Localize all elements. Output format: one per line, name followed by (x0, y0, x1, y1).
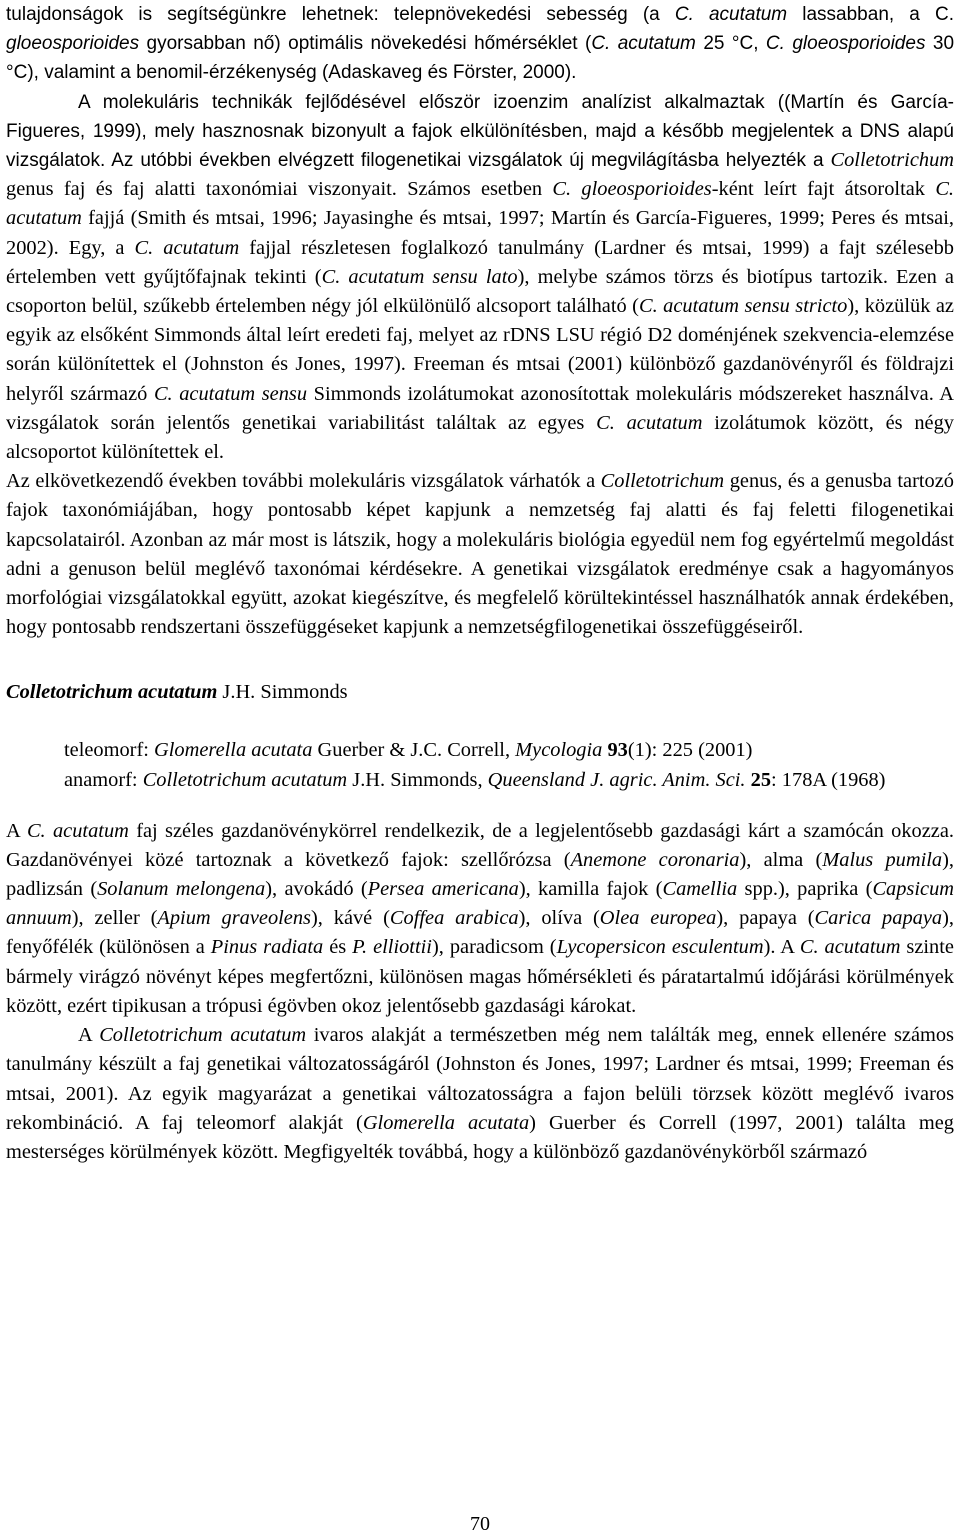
text: genus, és a genusba tartozó fajok taxonómiájában, hogy pontosabb képet kapjunk a nemzetség faj alatti és faj feletti filogenetikai kapcsolatairól. Azonban az már most is látszik, hogy a molekuláris biológia egyedül nem fog egyértelmű megoldást adni a genuson belül meglévő taxonómai kérdésekre. A genetikai vizsgálatok eredménye csak a hagyományos morfológiai vizsgálatokkal együtt, azokat kiegészítve, és megfelelő körültekintéssel használhatók annak érdekében, hogy pontosabb rendszertani összefüggéseket kapjunk a nemzetségfilogenetikai összefüggéseiről. (6, 470, 954, 639)
genus-name: Colletotrichum (830, 149, 954, 172)
text: A (6, 819, 27, 842)
text: Simmonds izolátumokat azonosítottak molekuláris módszereket használva. A vizsgálatok során jelentős genetikai variabilitást találtak az egyes (6, 382, 955, 434)
text: izolátumok között, és négy alcsoportot különítettek el. (6, 411, 954, 464)
text: spp.), paprika ( (737, 878, 873, 901)
text: teleomorf: (64, 738, 155, 761)
journal-name: Mycologia (515, 738, 603, 761)
paragraph-sexual-form (6, 1021, 954, 1167)
text: ), alma ( (739, 848, 823, 871)
species-name: C. acutatum (596, 411, 703, 434)
text: szinte bármely virágzó növényt képes megfertőzni, különösen magas hőmérsékleti és páratartalmú időjárási körülmények között, ezért tipikusan a trópusi égövben okoz jelentősebb gazdasági károkat. (6, 936, 954, 1017)
journal-name: Queensland J. agric. Anim. Sci. (487, 768, 746, 791)
species-name: Lycopersicon esculentum (556, 936, 764, 959)
species-name: Olea europea (599, 907, 717, 930)
paragraph-host-range (6, 817, 954, 1021)
paragraph-future-research (6, 467, 954, 642)
species-name: Solanum melongena (97, 878, 266, 901)
species-name: C. acutatum sensu stricto (638, 295, 848, 318)
species-name: P. elliottii (352, 936, 432, 959)
page-number: 70 (470, 1513, 490, 1535)
species-name: C. acutatum (6, 178, 955, 230)
species-name: C. acutatum (26, 819, 129, 842)
species-name: Coffea arabica (389, 907, 519, 930)
text: 30 °C), valamint a benomil-érzékenység (Adaskaveg és Förster, 2000). (6, 33, 955, 84)
text: lassabban, (787, 4, 895, 25)
species-name: C. acutatum (799, 936, 901, 959)
text: -ként leírt fajt átsoroltak (711, 178, 936, 201)
text: ) Guerber és Correll (1997, 2001) találta meg mesterséges körülmények között. Megfigyelték továbbá, hogy a különböző gazdanövénykörből származó (6, 1111, 954, 1163)
section-heading (6, 678, 954, 707)
text: J.H. Simmonds, (347, 768, 488, 791)
text: gyorsabban nő) optimális növekedési hőmérséklet ( (139, 33, 592, 55)
text: 25 °C, (695, 33, 759, 55)
text: ), avokádó ( (265, 878, 368, 901)
text: a C. (909, 4, 954, 25)
text: ), kávé ( (310, 907, 390, 930)
species-name: Persea americana (367, 878, 519, 901)
species-name: gloeosporioides (6, 33, 140, 55)
text: ), papaya ( (716, 907, 815, 930)
species-name: C. acutatum (591, 33, 696, 55)
text: ). A (763, 936, 800, 959)
species-name: Pinus radiata (210, 936, 324, 959)
text: fajjal részletesen foglalkozó tanulmány (Lardner és mtsai, 1999) a fajt szélesebb értelemben vett gyűjtőfajnak tekinti ( (6, 236, 955, 288)
text: anamorf: (64, 768, 143, 791)
text: A molekuláris technikák fejlődésével először izoenzim analízist alkalmaztak ((Martín és García-Figueres, 1999), mely hasznosnak bizonyult a fajok elkülönítésben, majd a később megjelentek a DNS alapú vizsgálatok. Az utóbbi években elvégzett filogenetikai vizsgálatok új megvilágításba helyezték a (6, 91, 954, 172)
species-name: Glomerella acutata (154, 738, 313, 761)
text: ), fenyőfélék (különösen a (6, 907, 954, 959)
heading-author: J.H. Simmonds (217, 681, 348, 704)
text: Az elkövetkezendő években további molekuláris vizsgálatok várhatók a (6, 470, 601, 493)
journal-volume: 93 (607, 738, 628, 761)
document-page (6, 0, 954, 1167)
paragraph-molecular-techniques (6, 88, 954, 468)
species-name: C. acutatum sensu (153, 382, 308, 405)
text: ), kamilla fajok ( (518, 878, 663, 901)
text: genus faj és faj alatti taxonómiai viszonyait. Számos esetben (6, 178, 553, 201)
text: ), melybe számos törzs és biotípus tartozik. Ezen a csoporton belül, szűkebb értelemben négy jól elkülönülő alcsoport található ( (6, 265, 954, 318)
species-name: Colletotrichum acutatum (99, 1024, 307, 1047)
text: Guerber & J.C. Correll, (312, 738, 516, 761)
text: tulajdonságok is segítségünkre lehetnek: telepnövekedési sebesség (a (6, 4, 675, 25)
species-name: Apium graveolens (157, 907, 311, 930)
species-name: Colletotrichum acutatum (142, 768, 348, 791)
species-name: Camellia (662, 878, 738, 901)
spacer (6, 795, 954, 817)
text: : 178A (1968) (771, 768, 886, 791)
text: ), paradicsom ( (431, 936, 557, 959)
species-name: C. acutatum (134, 236, 240, 259)
spacer (6, 642, 954, 678)
species-name: Malus pumila (822, 848, 943, 871)
text: és (323, 936, 353, 959)
paragraph-growth-traits (6, 0, 954, 88)
synonym-anamorph (64, 765, 954, 795)
text: ), padlizsán ( (6, 848, 955, 901)
journal-volume: 25 (750, 768, 772, 791)
species-name: C. acutatum (674, 4, 788, 25)
species-name: Anemone coronaria (570, 848, 740, 871)
genus-name: Colletotrichum (600, 470, 725, 493)
text: ), zeller ( (71, 907, 158, 930)
heading-species: Colletotrichum acutatum (6, 681, 218, 704)
text: ivaros alakját a természetben még nem találták meg, ennek ellenére számos tanulmány készült a faj genetikai változatosságáról (Johnston és Jones, 1997; Lardner és mtsai, 1999; Freeman és mtsai, 2001). Az egyik magyarázat a genetikai változatosságra a fajon belüli törzsek között meglévő ivaros rekombináció. A faj teleomorf alakját ( (6, 1024, 954, 1134)
text: A (78, 1024, 100, 1047)
species-name: Carica papaya (814, 907, 943, 930)
species-name: Capsicum annuum (6, 878, 955, 930)
text: (1): 225 (2001) (627, 738, 753, 761)
text: fajjá (Smith és mtsai, 1996; Jayasinghe és mtsai, 1997; Martín és García-Figueres, 1999; Peres és mtsai, 2002). Egy, a (6, 207, 954, 259)
text: ), közülük az egyik az elsőként Simmonds által leírt eredeti faj, melyet az rDNS LSU régió D2 doménjének szekvencia-elemzése során különítettek el (Johnston és Jones, 1997). Freeman és mtsai (2001) különböző gazdanövényről és földrajzi helyről származó (6, 295, 954, 405)
species-name: C. gloeosporioides (552, 178, 712, 201)
text: ), olíva ( (518, 907, 600, 930)
species-name: Glomerella acutata (362, 1111, 530, 1134)
synonym-teleomorph (64, 735, 954, 765)
species-name: C. gloeosporioides (765, 33, 926, 55)
species-name: C. acutatum sensu lato (321, 265, 518, 288)
text: faj széles gazdanövénykörrel rendelkezik, de a legjelentősebb gazdasági kárt a szamócán okozza. Gazdanövényei közé tartoznak a következő fajok: szellőrózsa ( (6, 819, 954, 871)
